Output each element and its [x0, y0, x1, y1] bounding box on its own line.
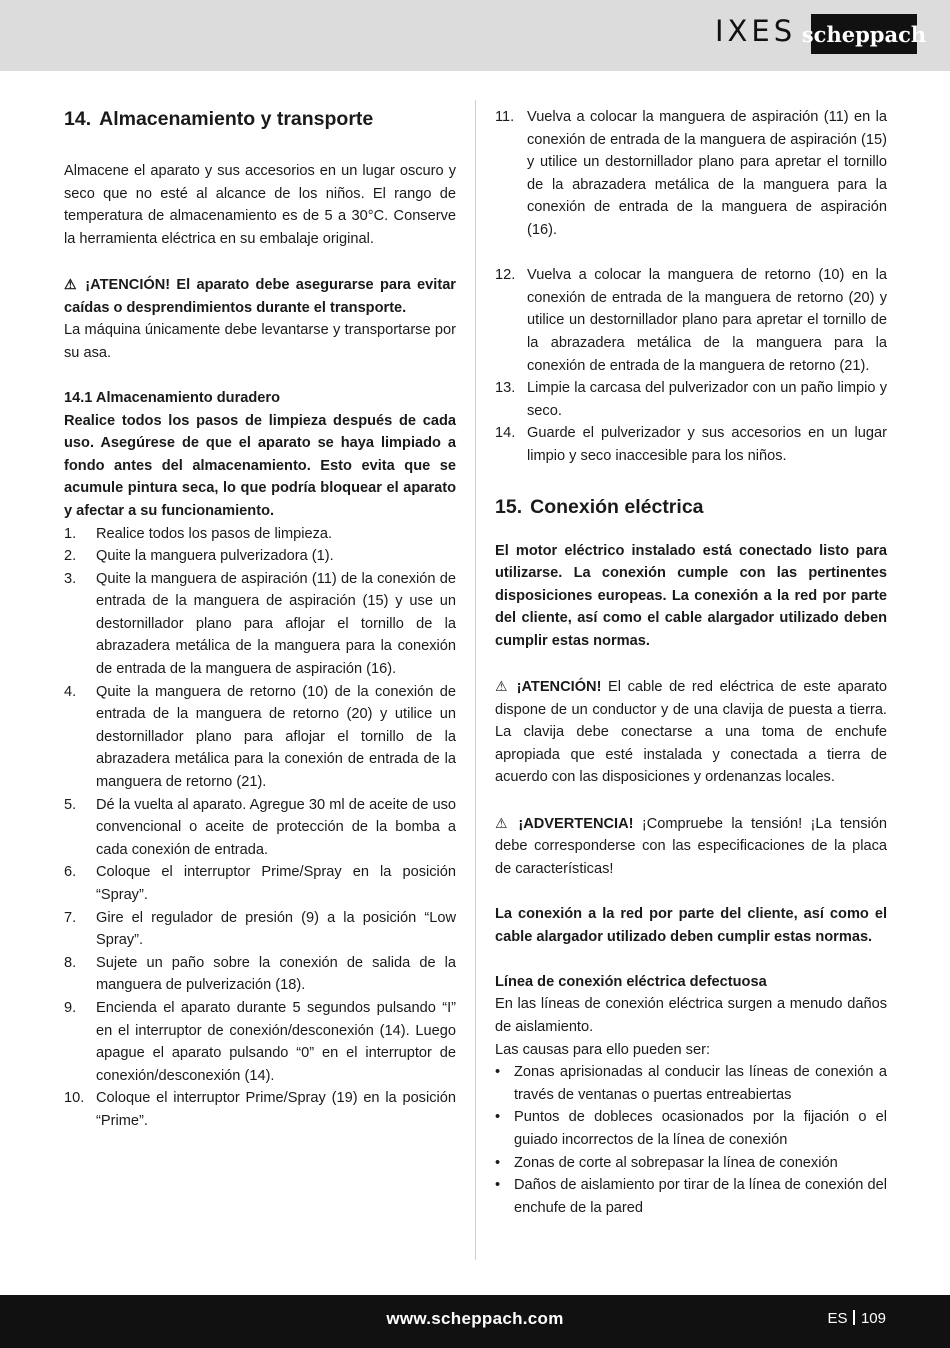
storage-intro: Almacene el aparato y sus accesorios en un lugar oscuro y seco que no esté al alcance de los niños. El rango de temperatura de almacenamiento es de 5 a 30°C. Conserve la herramienta eléctrica en su embalaje original.: [64, 163, 456, 247]
bullet-text: Zonas aprisionadas al conducir las líneas de conexión a través de ventanas o puertas entreabiertas: [514, 1064, 887, 1103]
page-footer: [0, 1295, 950, 1348]
step-text: Encienda el aparato durante 5 segundos pulsando “I” en el interruptor de conexión/desconexión (14). Luego apague el aparato pulsando “0” en el interruptor de conexión/desconexión (14).: [96, 999, 456, 1084]
warning-triangle-icon: ⚠: [64, 275, 77, 292]
electrical-attention: [495, 675, 887, 789]
warning-triangle-icon: ⚠: [495, 678, 508, 695]
step-number: 7.: [64, 909, 77, 926]
list-item: [495, 264, 887, 377]
step-text: Gire el regulador de presión (9) a la posición “Low Spray”.: [96, 909, 456, 949]
bullet-text: Daños de aislamiento por tirar de la línea de conexión del enchufe de la pared: [514, 1177, 887, 1216]
warning-triangle-icon: ⚠: [495, 814, 508, 831]
list-item: [64, 794, 456, 862]
attention-bold-text: ¡ATENCIÓN! El aparato debe asegurarse para evitar caídas o desprendimientos durante el transporte.: [64, 276, 456, 316]
scheppach-logo: [801, 14, 927, 54]
step-text: Coloque el interruptor Prime/Spray (19) en la posición “Prime”.: [96, 1090, 456, 1129]
step-text: Sujete un paño sobre la conexión de salida de la manguera de pulverización (18).: [96, 954, 456, 994]
list-item: [64, 523, 456, 546]
bullet-icon: •: [495, 1109, 501, 1126]
list-item: [64, 907, 456, 952]
separator: [853, 1310, 855, 1325]
grid-connection-text: La conexión a la red por parte del cliente, así como el cable alargador utilizado deben cumplir estas normas.: [495, 906, 887, 945]
storage-attention-text: La máquina únicamente debe levantarse y transportarse por su asa.: [64, 322, 456, 361]
step-number: 14.: [495, 425, 516, 442]
section-number: 14.: [64, 108, 92, 130]
section-title: Almacenamiento y transporte: [99, 108, 374, 130]
list-item: [495, 1061, 887, 1106]
list-item: [495, 106, 887, 242]
list-item: [64, 1087, 456, 1132]
list-item: [64, 952, 456, 997]
left-column: [64, 104, 456, 1133]
bullet-icon: •: [495, 1177, 501, 1194]
step-number: 8.: [64, 954, 77, 971]
subsection-14-1-heading: 14.1 Almacenamiento duradero: [64, 389, 281, 406]
step-text: Dé la vuelta al aparato. Agregue 30 ml de aceite de uso convencional o aceite de protección de la bomba a cada conexión de entrada.: [96, 796, 456, 858]
list-item: [64, 861, 456, 906]
page-header: [0, 0, 950, 71]
step-number: 11.: [495, 109, 515, 125]
defect-line-text-1: En las líneas de conexión eléctrica surgen a menudo daños de aislamiento.: [495, 996, 887, 1035]
attention-text: El cable de red eléctrica de este aparato dispone de un conductor y de una clavija de puesta a tierra. La clavija debe conectarse a una toma de enchufe apropiada que esté instalada y conectada a tierra de acuerdo con las disposiciones y ordenanzas locales.: [495, 679, 887, 786]
website-link[interactable]: www.scheppach.com: [386, 1309, 564, 1328]
step-number: 5.: [64, 796, 77, 813]
voltage-warning: [495, 812, 887, 881]
bullet-text: Zonas de corte al sobrepasar la línea de conexión: [514, 1154, 838, 1171]
language-code: ES: [827, 1310, 848, 1327]
list-item: [495, 1106, 887, 1151]
step-text: Guarde el pulverizador y sus accesorios en un lugar limpio y seco inaccesible para los niños.: [527, 425, 887, 464]
defect-line-heading: Línea de conexión eléctrica defectuosa: [495, 973, 767, 990]
step-text: Limpie la carcasa del pulverizador con un paño limpio y seco.: [527, 380, 887, 419]
page-number-value: 109: [860, 1310, 886, 1327]
step-number: 10.: [64, 1090, 85, 1107]
right-column: [495, 106, 887, 1219]
storage-steps-list-cont-2: [495, 264, 887, 467]
storage-steps-list-cont: [495, 106, 887, 242]
list-item: [495, 422, 887, 467]
motor-connection-text: El motor eléctrico instalado está conectado listo para utilizarse. La conexión cumple con las pertinentes disposiciones europeas. La conexión a la red por parte del cliente, así como el cable alargador utilizado deben cumplir estas normas.: [495, 542, 887, 649]
bullet-icon: •: [495, 1064, 501, 1081]
section-number: 15.: [495, 495, 523, 518]
defect-causes-list: [495, 1061, 887, 1219]
section-14-heading: [64, 104, 456, 134]
step-number: 9.: [64, 999, 77, 1016]
storage-attention: [64, 273, 456, 319]
step-text: Quite la manguera de retorno (10) de la conexión de entrada de la manguera de retorno (20) y utilice un destornillador plano para aflojar el tornillo de la abrazadera metálica para la conexión de entrada de la manguera de retorno (21).: [96, 683, 456, 791]
step-number: 13.: [495, 380, 516, 397]
step-text: Coloque el interruptor Prime/Spray en la posición “Spray”.: [96, 864, 456, 903]
list-item: [64, 997, 456, 1087]
step-number: 6.: [64, 864, 77, 881]
step-number: 3.: [64, 570, 77, 587]
step-text: Vuelva a colocar la manguera de aspiración (11) en la conexión de entrada de la manguera de aspiración (15) y utilice un destornillador plano para apretar el tornillo de la abrazadera metálica de la manguera para la conexión de entrada de la manguera de aspiración (16).: [527, 109, 887, 238]
storage-steps-list: [64, 523, 456, 1133]
attention-label: ¡ATENCIÓN!: [516, 679, 602, 696]
ixes-brand-logo: IXES: [715, 14, 797, 48]
bullet-text: Puntos de dobleces ocasionados por la fijación o el guiado incorrectos de la línea de conexión: [514, 1109, 887, 1148]
list-item: [495, 1174, 887, 1219]
list-item: [64, 568, 456, 681]
page-number: [827, 1310, 886, 1327]
step-text: Quite la manguera de aspiración (11) de la conexión de entrada de la manguera de aspiración (15) y use un destornillador plano para aflojar el tornillo de la abrazadera metálica de la manguera para la conexión de entrada de la manguera de aspiración (16).: [96, 570, 456, 678]
subsection-bold-text: Realice todos los pasos de limpieza después de cada uso. Asegúrese de que el aparato se haya limpiado a fondo antes del almacenamiento. Esto evita que se acumule pintura seca, lo que podría bloquear el aparato y afectar a su funcionamiento.: [64, 412, 456, 519]
list-item: [495, 1152, 887, 1175]
defect-line-text-2: Las causas para ello pueden ser:: [495, 1041, 710, 1058]
step-text: Realice todos los pasos de limpieza.: [96, 525, 333, 542]
warning-label: ¡ADVERTENCIA!: [518, 815, 634, 832]
column-divider: [475, 100, 476, 1260]
section-15-heading: [495, 492, 887, 522]
section-title: Conexión eléctrica: [530, 495, 704, 518]
scheppach-logo-text: scheppach: [801, 21, 927, 47]
step-text: Vuelva a colocar la manguera de retorno (10) en la conexión de entrada de la manguera de retorno (20) y utilice un destornillador plano para apretar el tornillo de la abrazadera metálica de la manguera para la conexión de entrada de la manguera de retorno (21).: [527, 267, 887, 374]
list-item: [495, 377, 887, 422]
list-item: [64, 545, 456, 568]
step-number: 2.: [64, 548, 77, 565]
step-number: 1.: [64, 525, 77, 542]
step-number: 4.: [64, 683, 77, 700]
step-number: 12.: [495, 267, 516, 284]
list-item: [64, 681, 456, 794]
step-text: Quite la manguera pulverizadora (1).: [96, 548, 334, 565]
warning-text: ¡Compruebe la tensión! ¡La tensión debe corresponderse con las especificaciones de la placa de características!: [495, 815, 887, 877]
bullet-icon: •: [495, 1154, 501, 1171]
